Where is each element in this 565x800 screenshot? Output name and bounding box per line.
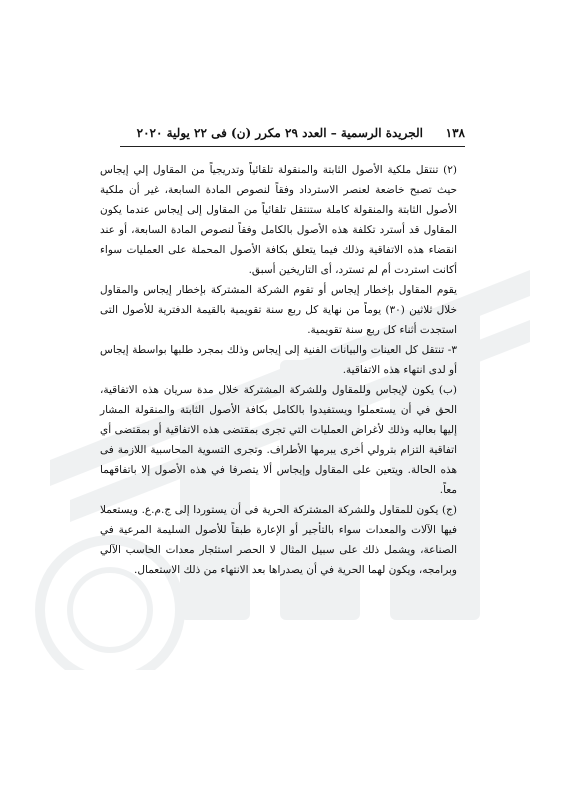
asset-use-rights-paragraph: (ب) يكون لإيجاس وللمقاول وللشركة المشتركة خلال مدة سريان هذه الاتفاقية، الحق في أن يستعملوا ويستفيدوا بالكامل بكافة الأصول الثابتة والمنقولة المشار إليها بعاليه وذلك لأغراض العمليات التي تجرى بمقتضى هذه الاتفاقية أو بمقتضى أي اتفاقية التزام بترولي أخرى يبرمها الأطراف. وتجرى التسوية المحاسبية اللازمة فى هذه الحالة. ويتعين على المقاول وإيجاس ألا يتصرفا في هذه الأصول إلا باتفاقهما معاً. (100, 384, 457, 496)
asset-notification-paragraph: يقوم المقاول بإخطار إيجاس أو تقوم الشركة المشتركة بإخطار إيجاس والمقاول خلال ثلاثين (٣٠) يوماً من نهاية كل ربع سنة تقويمية بالقيمة الدفترية للأصول التى استجدت أثناء كل ربع سنة تقويمية. (100, 284, 457, 336)
document-body (100, 160, 457, 580)
page-header (120, 126, 465, 144)
technical-data-transfer-paragraph: ٣- تنتقل كل العينات والبيانات الفنية إلى إيجاس وذلك بمجرد طلبها بواسطة إيجاس أو لدى انتهاء هذه الاتفاقية. (100, 344, 457, 376)
header-divider (120, 146, 465, 147)
page-number: ١٣٨ (445, 126, 465, 140)
equipment-import-paragraph: (ج) يكون للمقاول وللشركة المشتركة الحرية فى أن يستوردا إلى ج.م.ع. ويستعملا فيها الآلات والمعدات سواء بالتأجير أو الإعارة طبقاً للأصول السليمة المرعية في الصناعة، ويشمل ذلك على سبيل المثال لا الحصر استئجار معدات الحاسب الآلي وبرامجه، ويكون لهما الحرية في أن يصدراها بعد الانتهاء من ذلك الاستعمال. (100, 504, 457, 576)
gazette-header-title: الجريدة الرسمية – العدد ٢٩ مكرر (ن) فى ٢٢ يولية ٢٠٢٠ (136, 126, 423, 140)
ownership-transfer-paragraph: (٢) تنتقل ملكية الأصول الثابتة والمنقولة تلقائياً وتدريجياً من المقاول إلي إيجاس حيث تصبح خاضعة لعنصر الاسترداد وفقاً لنصوص المادة السابعة، غير أن ملكية الأصول الثابتة والمنقولة كاملة ستنتقل تلقائياً من المقاول إلى إيجاس عندما يكون المقاول قد أسترد تكلفة هذه الأصول بالكامل وفقاً لنصوص المادة السابعة، أو عند انقضاء هذه الاتفاقية وذلك فيما يتعلق بكافة الأصول المحملة على العمليات سواء أكانت استردت أم لم تسترد، أى التاريخين أسبق. (100, 164, 457, 276)
